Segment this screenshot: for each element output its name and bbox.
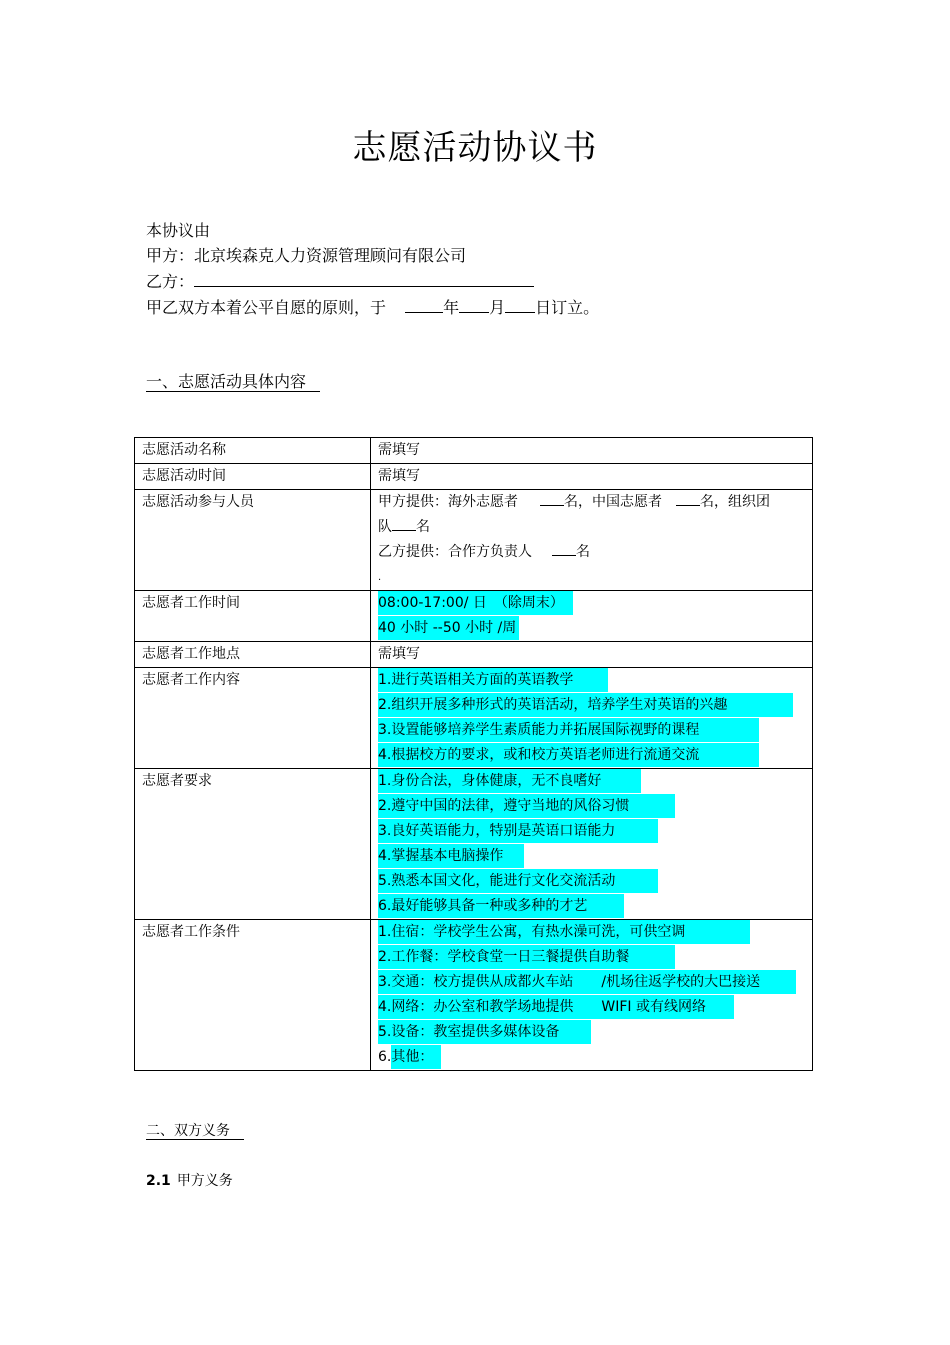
work-hours-value <box>371 591 813 642</box>
table-row <box>135 920 813 1071</box>
list-item: 1.进行英语相关方面的英语教学 <box>378 668 608 692</box>
overseas-count-blank[interactable] <box>540 491 564 506</box>
date-line <box>146 294 599 320</box>
row-label: 志愿活动时间 <box>135 464 371 490</box>
activity-time-value: 需填写 <box>378 468 420 484</box>
subsection-title: 甲方义务 <box>176 1173 233 1189</box>
list-item-number: 6. <box>378 1049 392 1065</box>
team-label: 队 <box>378 519 392 535</box>
list-item: 5.设备：教室提供多媒体设备 <box>378 1020 591 1044</box>
intro-line: 本协议由 <box>146 221 211 240</box>
subsection-number: 2.1 <box>146 1173 171 1189</box>
activity-name-value: 需填写 <box>378 442 420 458</box>
row-label: 志愿活动名称 <box>135 438 371 464</box>
list-item: 4.根据校方的要求，或和校方英语老师进行流通交流 <box>378 743 759 767</box>
list-item: 6.最好能够具备一种或多种的才艺 <box>378 894 624 918</box>
row-value <box>371 642 813 668</box>
row-label: 志愿者工作条件 <box>135 920 371 1071</box>
work-content-value <box>371 668 813 769</box>
row-label: 志愿者工作时间 <box>135 591 371 642</box>
party-b-line <box>146 268 599 294</box>
work-conditions-value <box>371 920 813 1071</box>
row-value <box>371 464 813 490</box>
list-item: 1.身份合法，身体健康，无不良嗜好 <box>378 769 641 793</box>
day-blank[interactable] <box>505 294 535 313</box>
table-row <box>135 490 813 591</box>
party-b-label: 乙方： <box>146 272 195 291</box>
day-label: 日订立。 <box>535 298 600 317</box>
list-item: 3.良好英语能力，特别是英语口语能力 <box>378 819 658 843</box>
row-label: 志愿活动参与人员 <box>135 490 371 591</box>
list-item: 2.工作餐：学校食堂一日三餐提供自助餐 <box>378 945 675 969</box>
section-2-title: 二、双方义务 <box>146 1123 244 1140</box>
table-row <box>135 438 813 464</box>
party-a-text-2: 名，中国志愿者 <box>564 494 662 510</box>
party-b-unit: 名 <box>576 544 590 560</box>
table-row <box>135 642 813 668</box>
table-row <box>135 769 813 920</box>
table-row <box>135 464 813 490</box>
list-item: 4.网络：办公室和教学场地提供 WIFI 或有线网络 <box>378 995 734 1019</box>
subsection-2-1 <box>146 1170 233 1190</box>
list-item: 4.掌握基本电脑操作 <box>378 844 524 868</box>
chinese-count-blank[interactable] <box>676 491 700 506</box>
list-item: 2.遵守中国的法律，遵守当地的风俗习惯 <box>378 794 675 818</box>
row-value <box>371 438 813 464</box>
party-b-provides <box>378 540 812 565</box>
section-1-heading <box>146 369 320 392</box>
list-item: 5.熟悉本国文化，能进行文化交流活动 <box>378 869 658 893</box>
weekly-hours: 40 小时 --50 小时 /周 <box>378 616 519 640</box>
section-1-title: 一、志愿活动具体内容 <box>146 372 320 392</box>
participants-value <box>371 490 813 591</box>
team-unit: 名 <box>416 519 430 535</box>
list-item: 1.住宿：学校学生公寓，有热水澡可洗，可供空调 <box>378 920 750 944</box>
row-label: 志愿者工作地点 <box>135 642 371 668</box>
party-a-line: 甲方：北京埃森克人力资源管理顾问有限公司 <box>146 246 467 265</box>
table-row <box>135 591 813 642</box>
party-b-text: 乙方提供：合作方负责人 <box>378 544 532 560</box>
lead-count-blank[interactable] <box>552 541 576 556</box>
year-blank[interactable] <box>405 294 443 313</box>
row-label: 志愿者要求 <box>135 769 371 920</box>
list-item: 3.交通：校方提供从成都火车站 /机场往返学校的大巴接送 <box>378 970 796 994</box>
year-label: 年 <box>443 298 460 317</box>
document-title: 志愿活动协议书 <box>352 128 598 168</box>
activity-table <box>134 437 813 1071</box>
party-a-text-3: 名，组织团 <box>700 494 770 510</box>
list-item: 2.组织开展多种形式的英语活动，培养学生对英语的兴趣 <box>378 693 793 717</box>
table-row <box>135 668 813 769</box>
daily-hours: 08:00-17:00/ 日 （除周末） <box>378 591 573 615</box>
team-count-blank[interactable] <box>392 516 416 531</box>
requirements-value <box>371 769 813 920</box>
date-line-text: 甲乙双方本着公平自愿的原则，于 <box>146 298 387 317</box>
month-label: 月 <box>489 298 506 317</box>
month-blank[interactable] <box>459 294 489 313</box>
agreement-intro <box>146 218 599 320</box>
trailing-dot: . <box>378 572 382 583</box>
work-location-value: 需填写 <box>378 646 420 662</box>
list-item: 其他： <box>391 1045 441 1069</box>
row-label: 志愿者工作内容 <box>135 668 371 769</box>
list-item: 3.设置能够培养学生素质能力并拓展国际视野的课程 <box>378 718 759 742</box>
section-2-heading <box>146 1120 244 1140</box>
party-a-provides <box>378 490 812 540</box>
party-b-blank[interactable] <box>194 268 534 287</box>
party-a-text: 甲方提供：海外志愿者 <box>378 494 518 510</box>
